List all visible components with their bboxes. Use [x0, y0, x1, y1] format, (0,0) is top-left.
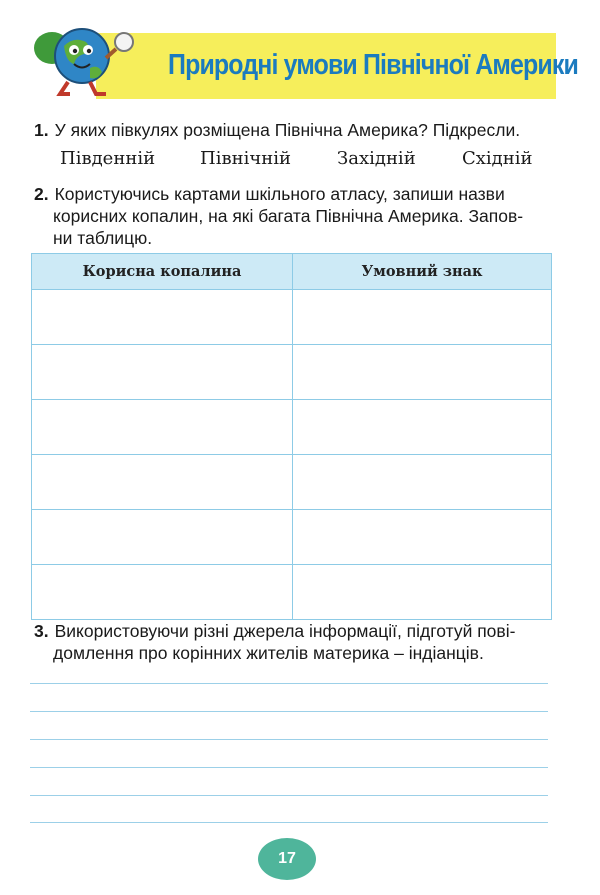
question-1	[34, 119, 564, 141]
hemisphere-options	[60, 148, 550, 172]
table-row	[32, 290, 552, 345]
table-cell[interactable]	[293, 345, 552, 400]
table-cell[interactable]	[293, 290, 552, 345]
question-text-line: корисних копалин, на які багата Північна Америка. Запов-	[53, 206, 524, 226]
globe-mascot-icon	[30, 18, 142, 98]
question-number: 2.	[34, 184, 49, 204]
option-eastern: Східній	[462, 148, 533, 169]
table-cell[interactable]	[32, 565, 293, 620]
table-cell[interactable]	[293, 565, 552, 620]
table-row	[32, 565, 552, 620]
question-text-line: Використовуючи різні джерела інформації, підготуй пові-	[54, 621, 516, 641]
table-row	[32, 345, 552, 400]
option-western: Західній	[337, 148, 416, 169]
table-cell[interactable]	[293, 400, 552, 455]
question-number: 1.	[34, 120, 49, 140]
option-southern: Південній	[60, 148, 156, 169]
question-text: У яких півкулях розміщена Північна Америка? Підкресли.	[54, 120, 521, 140]
table-cell[interactable]	[32, 290, 293, 345]
question-number: 3.	[34, 621, 49, 641]
column-header-mineral: Корисна копалина	[32, 254, 293, 290]
table-cell[interactable]	[32, 345, 293, 400]
table-cell[interactable]	[32, 400, 293, 455]
answer-line[interactable]	[30, 767, 548, 768]
table-row	[32, 510, 552, 565]
table-row	[32, 455, 552, 510]
question-text-line: домлення про корінних жителів материка – індіанців.	[53, 643, 484, 663]
table-cell[interactable]	[293, 455, 552, 510]
table-cell[interactable]	[293, 510, 552, 565]
table-row	[32, 400, 552, 455]
answer-line[interactable]	[30, 739, 548, 740]
question-text-line: ни таблицю.	[53, 228, 153, 248]
table-cell[interactable]	[32, 510, 293, 565]
question-3	[34, 620, 564, 664]
answer-line[interactable]	[30, 711, 548, 712]
page-title: Природні умови Північної Америки	[168, 49, 578, 81]
table-cell[interactable]	[32, 455, 293, 510]
minerals-table	[31, 253, 552, 620]
answer-line[interactable]	[30, 795, 548, 796]
question-2	[34, 183, 564, 249]
question-text-line: Користуючись картами шкільного атласу, запиши назви	[54, 184, 505, 204]
answer-line[interactable]	[30, 822, 548, 823]
page-number: 17	[258, 838, 316, 880]
answer-line[interactable]	[30, 683, 548, 684]
option-northern: Північній	[200, 148, 291, 169]
column-header-symbol: Умовний знак	[293, 254, 552, 290]
